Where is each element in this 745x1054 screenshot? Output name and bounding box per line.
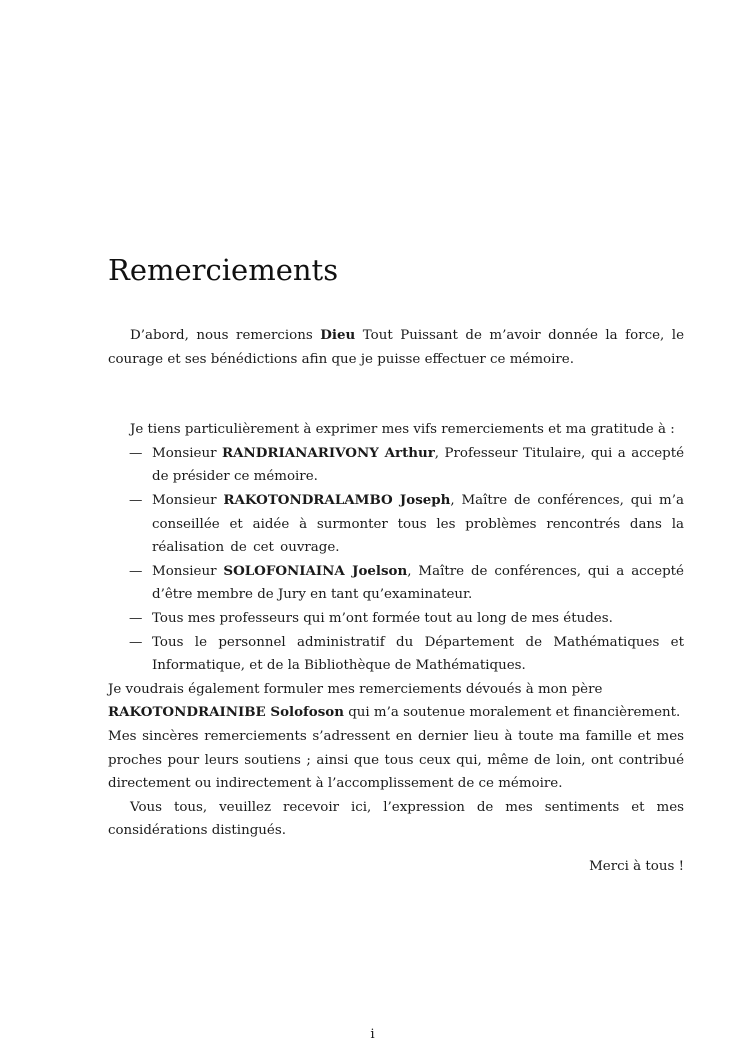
father-paragraph [108,678,684,725]
list-item-bold: RAKOTONDRALAMBO Joseph [223,491,451,508]
list-dash: — [129,445,143,461]
page-number: i [370,1027,375,1042]
list-item-bold: SOLOFONIAINA Joelson [223,562,408,579]
thanks-all: Merci à tous ! [589,858,684,874]
section-gap [108,371,684,418]
gratitude-intro: Je tiens particulièrement à exprimer mes vifs remerciements et ma gratitude à : [130,422,675,438]
intro-paragraph [108,324,684,371]
list-item-bold: RANDRIANARIVONY Arthur [221,444,435,461]
list-item [108,607,684,631]
father-bold: RAKOTONDRAINIBE Solofoson [108,704,344,721]
list-item-after: , Maître de conférences, qui a accepté d’être membre de Jury en tant qu’examinateur. [152,563,684,603]
list-item-before: Monsieur [152,492,224,508]
closing-paragraph: Vous tous, veuillez recevoir ici, l’expression de mes sentiments et mes considérations distingués. [108,799,684,839]
list-item-after: , Maître de conférences, qui m’a conseillée et aidée à surmonter tous les problèmes rencontrés dans la réalisation de cet ouvrage. [152,492,684,556]
intro-text-before: D’abord, nous remercions [130,328,321,343]
list-item [108,442,684,489]
list-item [108,631,684,678]
father-after: qui m’a soutenue moralement et financièrement. [343,705,681,721]
gratitude-list [108,442,684,678]
list-item [108,560,684,607]
list-item [108,489,684,560]
list-item-after: , Professeur Titulaire, qui a accepté de présider ce mémoire. [152,445,685,485]
family-paragraph: Mes sincères remerciements s’adressent en dernier lieu à toute ma famille et mes proches pour leurs soutiens ; ainsi que tous ceux qui, même de loin, ont contribué directement ou indirectement à l’accomplissement de ce mémoire. [108,728,684,792]
list-item-before: Monsieur [152,563,224,579]
page-content [108,252,684,878]
list-dash: — [129,563,143,579]
father-line1: Je voudrais également formuler mes remerciements dévoués à mon père [108,681,603,697]
list-dash: — [129,610,143,626]
intro-text-after: Tout Puissant de m’avoir donnée la force, le courage et ses bénédictions afin que je puisse effectuer ce mémoire. [108,328,684,367]
list-dash: — [129,492,143,508]
list-dash: — [129,634,143,650]
list-item-before: Monsieur [152,445,222,461]
list-item-text: Tous le personnel administratif du Département de Mathématiques et Informatique, et de la Bibliothèque de Mathématiques. [152,634,684,674]
page-title: Remerciements [108,253,339,287]
list-item-text: Tous mes professeurs qui m’ont formée tout au long de mes études. [152,610,613,626]
intro-bold: Dieu [320,327,356,343]
